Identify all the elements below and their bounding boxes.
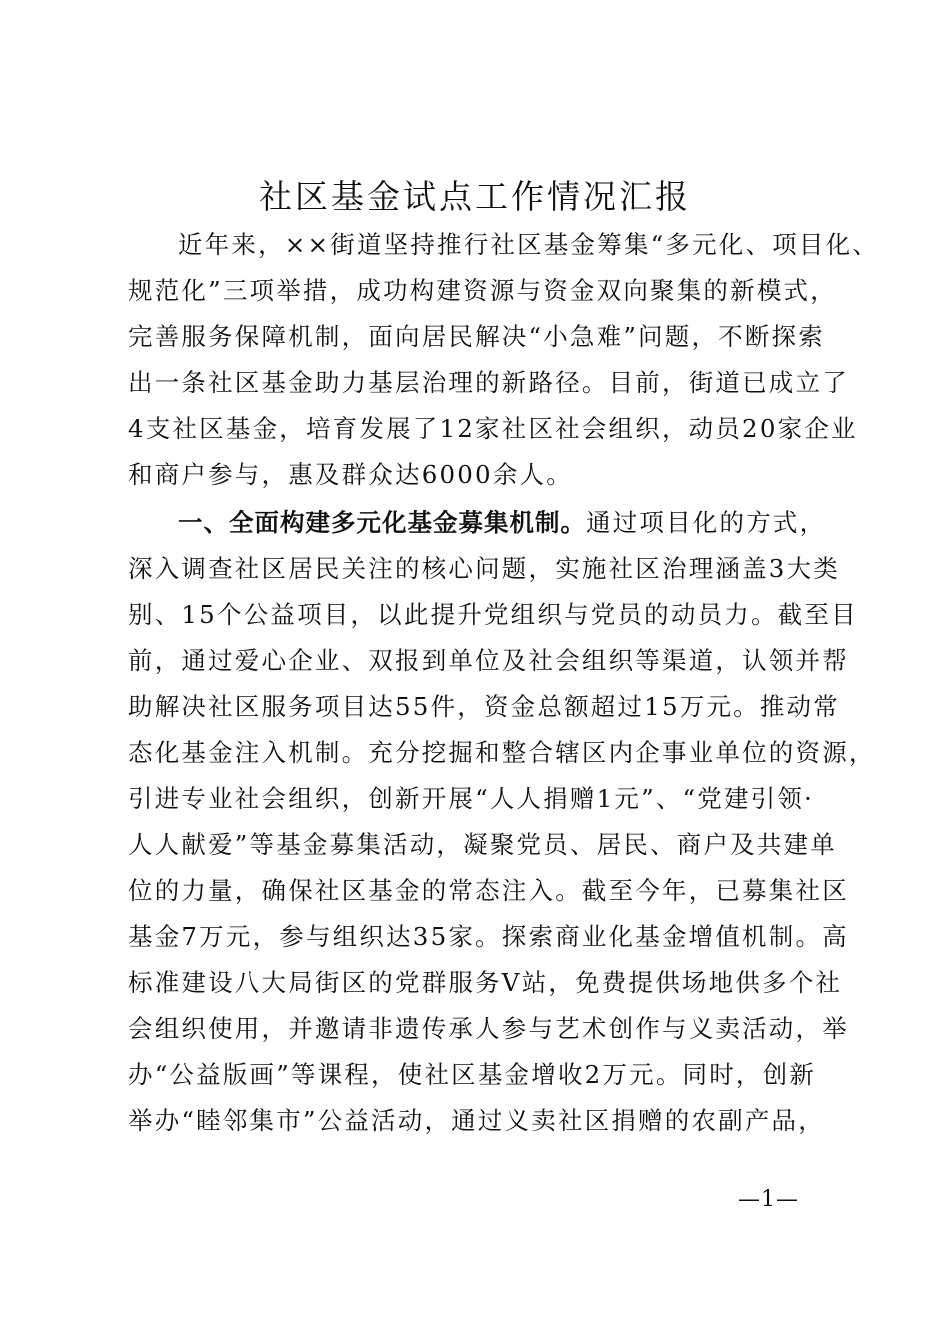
paragraph-line: 深入调查社区居民关注的核心问题，实施社区治理涵盖3大类 [128,554,840,583]
paragraph-line: 基金7万元，参与组织达35家。探索商业化基金增值机制。高 [128,922,849,951]
paragraph-line: 会组织使用，并邀请非遗传承人参与艺术创作与义卖活动，举 [128,1014,849,1043]
page-number: —1— [738,1187,799,1212]
paragraph-line: 完善服务保障机制，面向居民解决“小急难”问题，不断探索 [128,322,825,351]
paragraph-line: 出一条社区基金助力基层治理的新路径。目前，街道已成立了 [128,368,849,397]
paragraph-text: 通过项目化的方式， [586,508,827,537]
paragraph-line: 举办“睦邻集市”公益活动，通过义卖社区捐赠的农副产品， [128,1106,825,1135]
paragraph-line: 和商户参与，惠及群众达6000余人。 [128,460,573,489]
paragraph-line: 前，通过爱心企业、双报到单位及社会组织等渠道，认领并帮 [128,646,849,675]
paragraph-line: 引进专业社会组织，创新开展“人人捐赠1元”、“党建引领· [128,784,815,813]
paragraph-line: 近年来，××街道坚持推行社区基金筹集“多元化、项目化、 [178,230,879,259]
paragraph-line: 办“公益版画”等课程，使社区基金增收2万元。同时，创新 [128,1060,817,1089]
paragraph-line: 规范化”三项举措，成功构建资源与资金双向聚集的新模式， [128,276,837,305]
paragraph-line: 别、15个公益项目，以此提升党组织与党员的动员力。截至目 [128,600,858,629]
paragraph-line: 态化基金注入机制。充分挖掘和整合辖区内企事业单位的资源， [128,738,876,767]
paragraph-line: 标准建设八大局街区的党群服务V站，免费提供场地供多个社 [128,968,843,997]
paragraph-line: 助解决社区服务项目达55件，资金总额超过15万元。推动常 [128,692,840,721]
paragraph-line: 4支社区基金，培育发展了12家社区社会组织，动员20家企业 [128,414,858,443]
section-heading: 一、全面构建多元化基金募集机制。 [178,508,586,537]
section-heading-line [178,500,908,546]
paragraph-line: 人人献爱”等基金募集活动，凝聚党员、居民、商户及共建单 [128,830,837,859]
document-title: 社区基金试点工作情况汇报 [259,177,691,216]
paragraph-line: 位的力量，确保社区基金的常态注入。截至今年，已募集社区 [128,876,849,905]
